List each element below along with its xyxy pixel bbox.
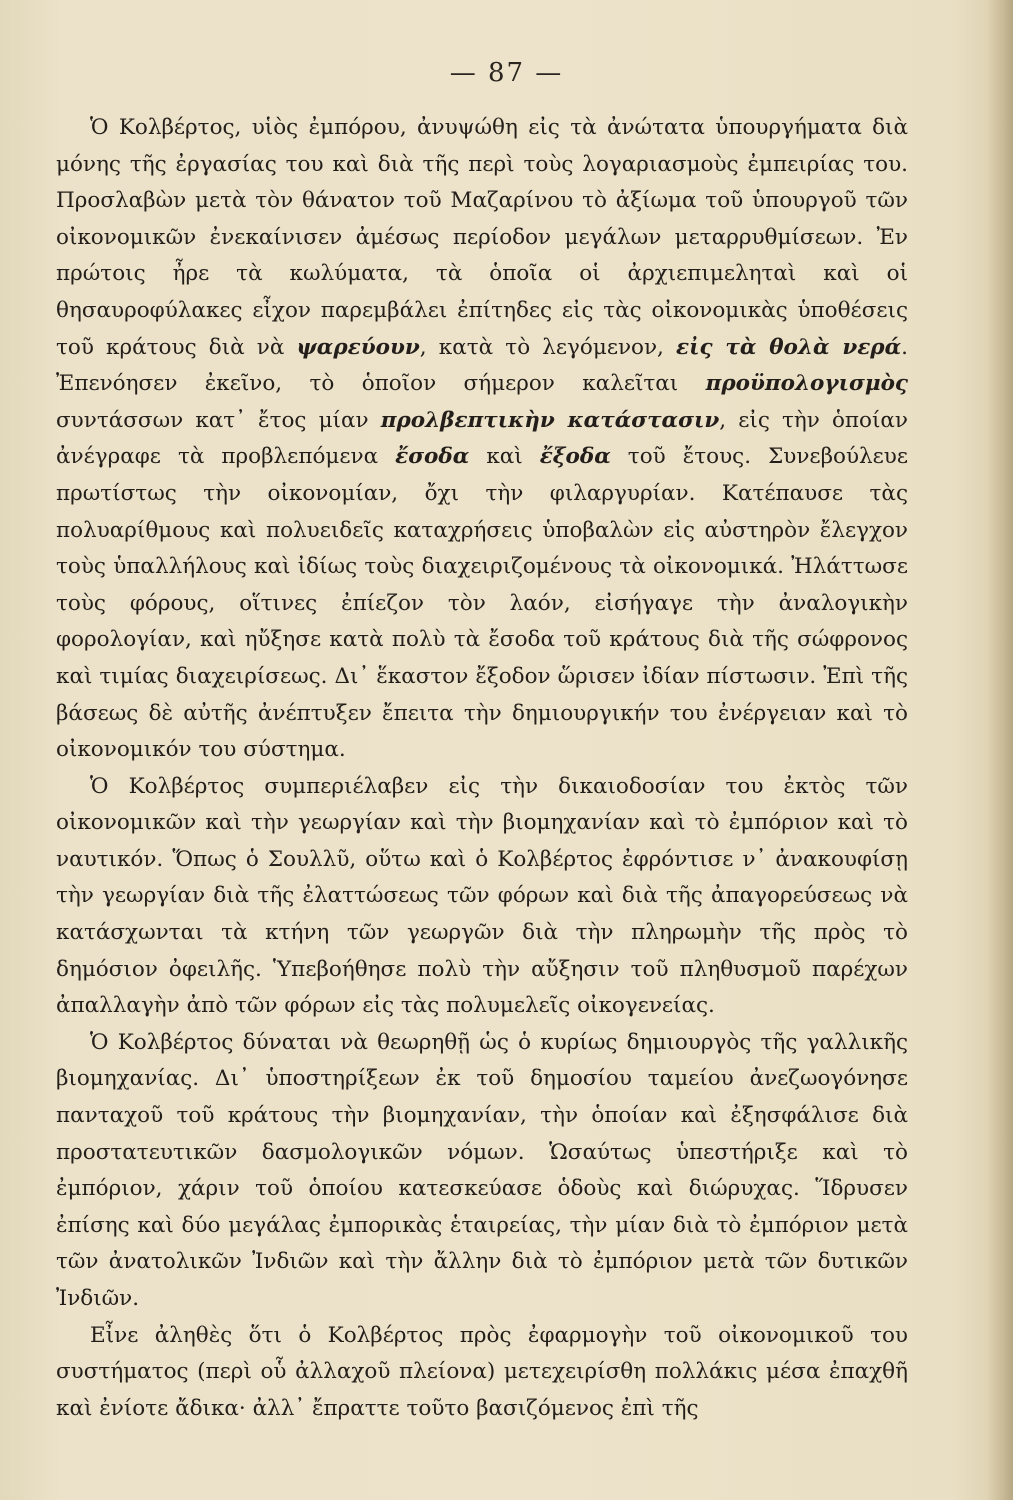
paragraph (56, 1025, 908, 1318)
page-edge-shadow (987, 0, 1013, 1500)
text-run: Εἶνε ἀληθὲς ὅτι ὁ Κολβέρτος πρὸς ἐφαρμογὴν τοῦ οἰκονομικοῦ του συστήματος (περὶ οὗ ἀλλαχοῦ πλείονα) μετεχειρίσθη πολλάκις μέσα ἐπαχθῆ καὶ ἐνίοτε ἄδικα· ἀλλ᾿ ἔπραττε τοῦτο βασιζόμενος ἐπὶ τῆς (56, 1322, 908, 1421)
text-run: Ὁ Κολβέρτος δύναται νὰ θεωρηθῇ ὡς ὁ κυρίως δημιουργὸς τῆς γαλλικῆς βιομηχανίας. Δι᾿ ὑποστηρίξεων ἐκ τοῦ δημοσίου ταμείου ἀνεζωογόνησε πανταχοῦ τοῦ κράτους τὴν βιομηχανίαν, τὴν ὁποίαν καὶ ἐξησφάλισε διὰ προστατευτικῶν δασμολογικῶν νόμων. Ὡσαύτως ὑπεστήριξε καὶ τὸ ἐμπόριον, χάριν τοῦ ὁποίου κατεσκεύασε ὁδοὺς καὶ διώρυχας. Ἵδρυσεν ἐπίσης καὶ δύο μεγάλας ἐμπορικὰς ἑταιρείας, τὴν μίαν διὰ τὸ ἐμπόριον μετὰ τῶν ἀνατολικῶν Ἰνδιῶν καὶ τὴν ἄλλην διὰ τὸ ἐμπόριον μετὰ τῶν δυτικῶν Ἰνδιῶν. (56, 1029, 908, 1311)
text-run: συντάσσων κατ᾿ ἔτος μίαν (56, 407, 381, 433)
text-run: . Ἐπενόησεν ἐκεῖνο, τὸ ὁποῖον σήμερον καλεῖται (56, 334, 908, 397)
paragraph (56, 110, 908, 769)
text-run: Ὁ Κολβέρτος συμπεριέλαβεν εἰς τὴν δικαιοδοσίαν του ἐκτὸς τῶν οἰκονομικῶν καὶ τὴν γεωργίαν καὶ τὴν βιομηχανίαν καὶ τὸ ἐμπόριον καὶ τὸ ναυτικόν. Ὅπως ὁ Σουλλῦ, οὕτω καὶ ὁ Κολβέρτος ἐφρόντισε ν᾿ ἀνακουφίσῃ τὴν γεωργίαν διὰ τῆς ἐλαττώσεως τῶν φόρων καὶ διὰ τῆς ἀπαγορεύσεως νὰ κατάσχωνται τὰ κτήνη τῶν γεωργῶν διὰ τὴν πληρωμὴν τῆς πρὸς τὸ δημόσιον ὀφειλῆς. Ὑπεβοήθησε πολὺ τὴν αὔξησιν τοῦ πληθυσμοῦ παρέχων ἀπαλλαγὴν ἀπὸ τῶν φόρων εἰς τὰς πολυμελεῖς οἰκογενείας. (56, 773, 908, 1019)
text-run: καὶ (469, 444, 540, 470)
text-run: , κατὰ τὸ λεγόμενον, (419, 334, 677, 360)
emphasized-text: ἔξοδα (539, 444, 611, 470)
emphasized-text: ἔσοδα (395, 444, 470, 470)
paragraph (56, 769, 908, 1025)
paragraph (56, 1318, 908, 1428)
text-run: , εἰς τὴν ὁποίαν ἀνέγραφε τὰ προβλεπόμενα (56, 407, 908, 470)
text-body (56, 110, 908, 1427)
text-run: Ὁ Κολβέρτος, υἱὸς ἐμπόρου, ἀνυψώθη εἰς τὰ ἀνώτατα ὑπουργήματα διὰ μόνης τῆς ἐργασίας του καὶ διὰ τῆς περὶ τοὺς λογαριασμοὺς ἐμπειρίας του. Προσλαβὼν μετὰ τὸν θάνατον τοῦ Μαζαρίνου τὸ ἀξίωμα τοῦ ὑπουργοῦ τῶν οἰκονομικῶν ἐνεκαίνισεν ἀμέσως περίοδον μεγάλων μεταρρυθμίσεων. Ἐν πρώτοις ἦρε τὰ κωλύματα, τὰ ὁποῖα οἱ ἀρχιεπιμεληταὶ καὶ οἱ θησαυροφύλακες εἶχον παρεμβάλει ἐπίτηδες εἰς τὰς οἰκονομικὰς ὑποθέσεις τοῦ κράτους διὰ νὰ (56, 115, 908, 360)
emphasized-text: ψαρεύουν (296, 334, 420, 360)
page-number: — 87 — (449, 58, 564, 88)
emphasized-text: προϋπολογισμὸς (705, 371, 908, 397)
emphasized-text: εἰς τὰ θολὰ νερά (676, 334, 902, 360)
emphasized-text: προλβεπτικὴν κατάστασιν (380, 407, 720, 433)
text-run: τοῦ ἔτους. Συνεβούλευε πρωτίστως τὴν οἰκονομίαν, ὄχι τὴν φιλαργυρίαν. Κατέπαυσε τὰς πολυαρίθμους καὶ πολυειδεῖς καταχρήσεις ὑποβαλὼν εἰς αὐστηρὸν ἔλεγχον τοὺς ὑπαλλήλους καὶ ἰδίως τοὺς διαχειριζομένους τὰ οἰκονομικά. Ἠλάττωσε τοὺς φόρους, οἵτινες ἐπίεζον τὸν λαόν, εἰσήγαγε τὴν ἀναλογικὴν φορολογίαν, καὶ ηὔξησε κατὰ πολὺ τὰ ἔσοδα τοῦ κράτους διὰ τῆς σώφρονος καὶ τιμίας διαχειρίσεως. Δι᾿ ἕκαστον ἔξοδον ὥρισεν ἰδίαν πίστωσιν. Ἐπὶ τῆς βάσεως δὲ αὐτῆς ἀνέπτυξεν ἔπειτα τὴν δημιουργικήν του ἐνέργειαν καὶ τὸ οἰκονομικόν του σύστημα. (56, 444, 908, 763)
